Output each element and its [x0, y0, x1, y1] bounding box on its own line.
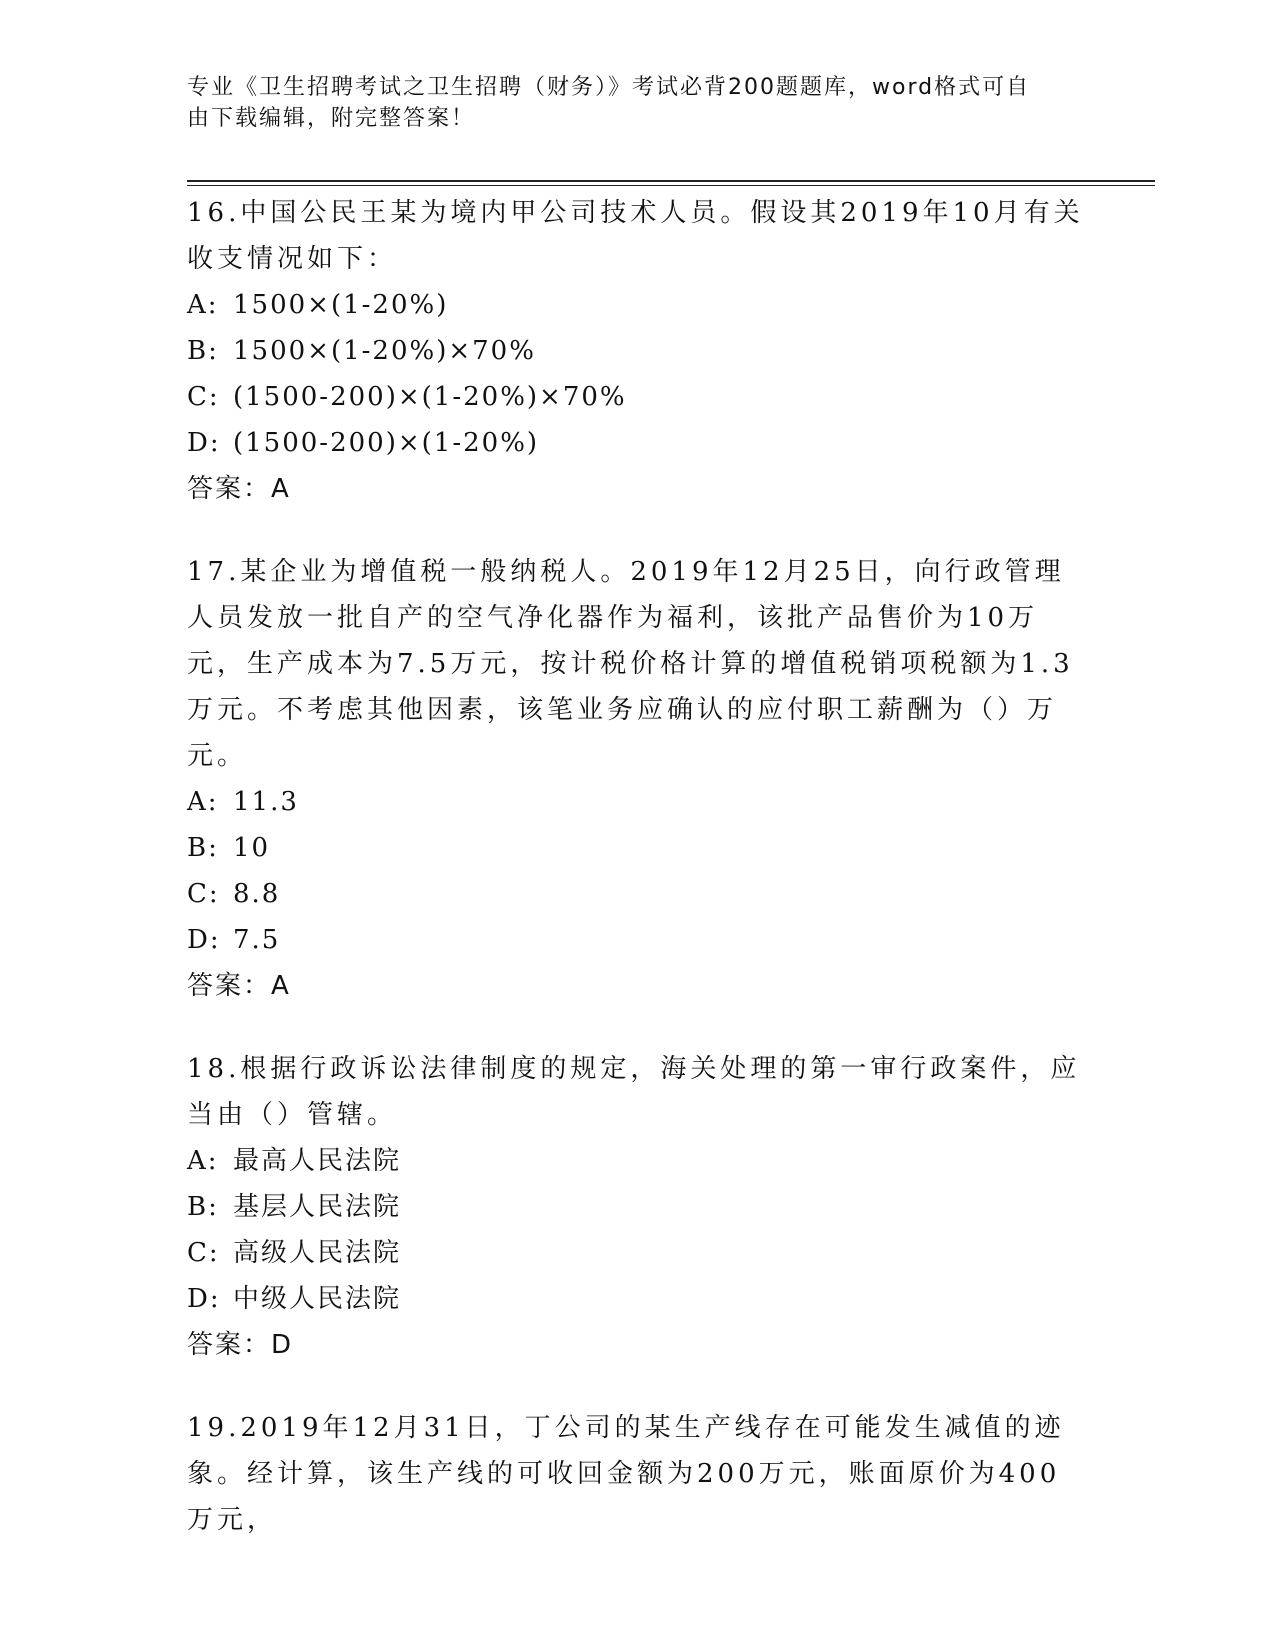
option-text: 10	[233, 833, 271, 863]
option-a	[187, 1138, 1087, 1184]
question-stem: 18.根据行政诉讼法律制度的规定，海关处理的第一审行政案件，应当由（）管辖。	[187, 1054, 1081, 1130]
option-text: 1500×(1-20%)	[233, 290, 449, 320]
question-stem: 17.某企业为增值税一般纳税人。2019年12月25日，向行政管理人员发放一批自产的空气净化器作为福利，该批产品售价为10万元，生产成本为7.5万元，按计税价格计算的增值税销项税额为1.3万元。不考虑其他因素，该笔业务应确认的应付职工薪酬为（）万元。	[187, 557, 1074, 771]
option-text: (1500-200)×(1-20%)	[233, 428, 540, 458]
question-stem: 19.2019年12月31日，丁公司的某生产线存在可能发生减值的迹象。经计算，该生产线的可收回金额为200万元，账面原价为400万元，	[187, 1413, 1065, 1535]
document-header	[187, 72, 1087, 134]
option-text: 高级人民法院	[233, 1238, 402, 1268]
question-stem: 16.中国公民王某为境内甲公司技术人员。假设其2019年10月有关收支情况如下：	[187, 198, 1084, 274]
header-line-1: 专业《卫生招聘考试之卫生招聘（财务）》考试必背200题题库，word格式可自	[187, 75, 1031, 100]
option-text: 8.8	[233, 879, 281, 909]
option-letter: C:	[187, 879, 220, 909]
question-17	[187, 549, 1087, 1009]
question-16	[187, 190, 1087, 512]
option-a	[187, 779, 1087, 825]
option-c	[187, 1230, 1087, 1276]
option-letter: A:	[187, 787, 219, 817]
header-divider-thick	[187, 180, 1155, 182]
option-d	[187, 917, 1087, 963]
option-text: 1500×(1-20%)×70%	[233, 336, 536, 366]
option-letter: B:	[187, 1192, 219, 1222]
header-line-2: 由下载编辑，附完整答案！	[187, 106, 476, 131]
option-letter: C:	[187, 1238, 220, 1268]
option-letter: A:	[187, 1146, 219, 1176]
option-letter: D:	[187, 428, 221, 458]
option-text: 7.5	[233, 925, 281, 955]
option-a	[187, 282, 1087, 328]
option-text: 基层人民法院	[233, 1192, 402, 1222]
option-letter: D:	[187, 1284, 221, 1314]
option-b	[187, 328, 1087, 374]
header-divider-thin	[187, 185, 1155, 186]
option-d	[187, 1276, 1087, 1322]
question-19	[187, 1405, 1087, 1543]
option-letter: A:	[187, 290, 219, 320]
option-letter: D:	[187, 925, 221, 955]
option-c	[187, 374, 1087, 420]
option-text: 11.3	[233, 787, 299, 817]
option-text: (1500-200)×(1-20%)×70%	[233, 382, 627, 412]
option-d	[187, 420, 1087, 466]
question-18	[187, 1046, 1087, 1368]
option-text: 中级人民法院	[233, 1284, 402, 1314]
option-letter: B:	[187, 336, 219, 366]
option-c	[187, 871, 1087, 917]
option-b	[187, 825, 1087, 871]
answer-line: 答案：D	[187, 1330, 294, 1360]
option-letter: B:	[187, 833, 219, 863]
answer-line: 答案：A	[187, 971, 291, 1001]
answer-line: 答案：A	[187, 474, 291, 504]
option-text: 最高人民法院	[233, 1146, 402, 1176]
question-list	[187, 190, 1087, 1580]
option-letter: C:	[187, 382, 220, 412]
option-b	[187, 1184, 1087, 1230]
